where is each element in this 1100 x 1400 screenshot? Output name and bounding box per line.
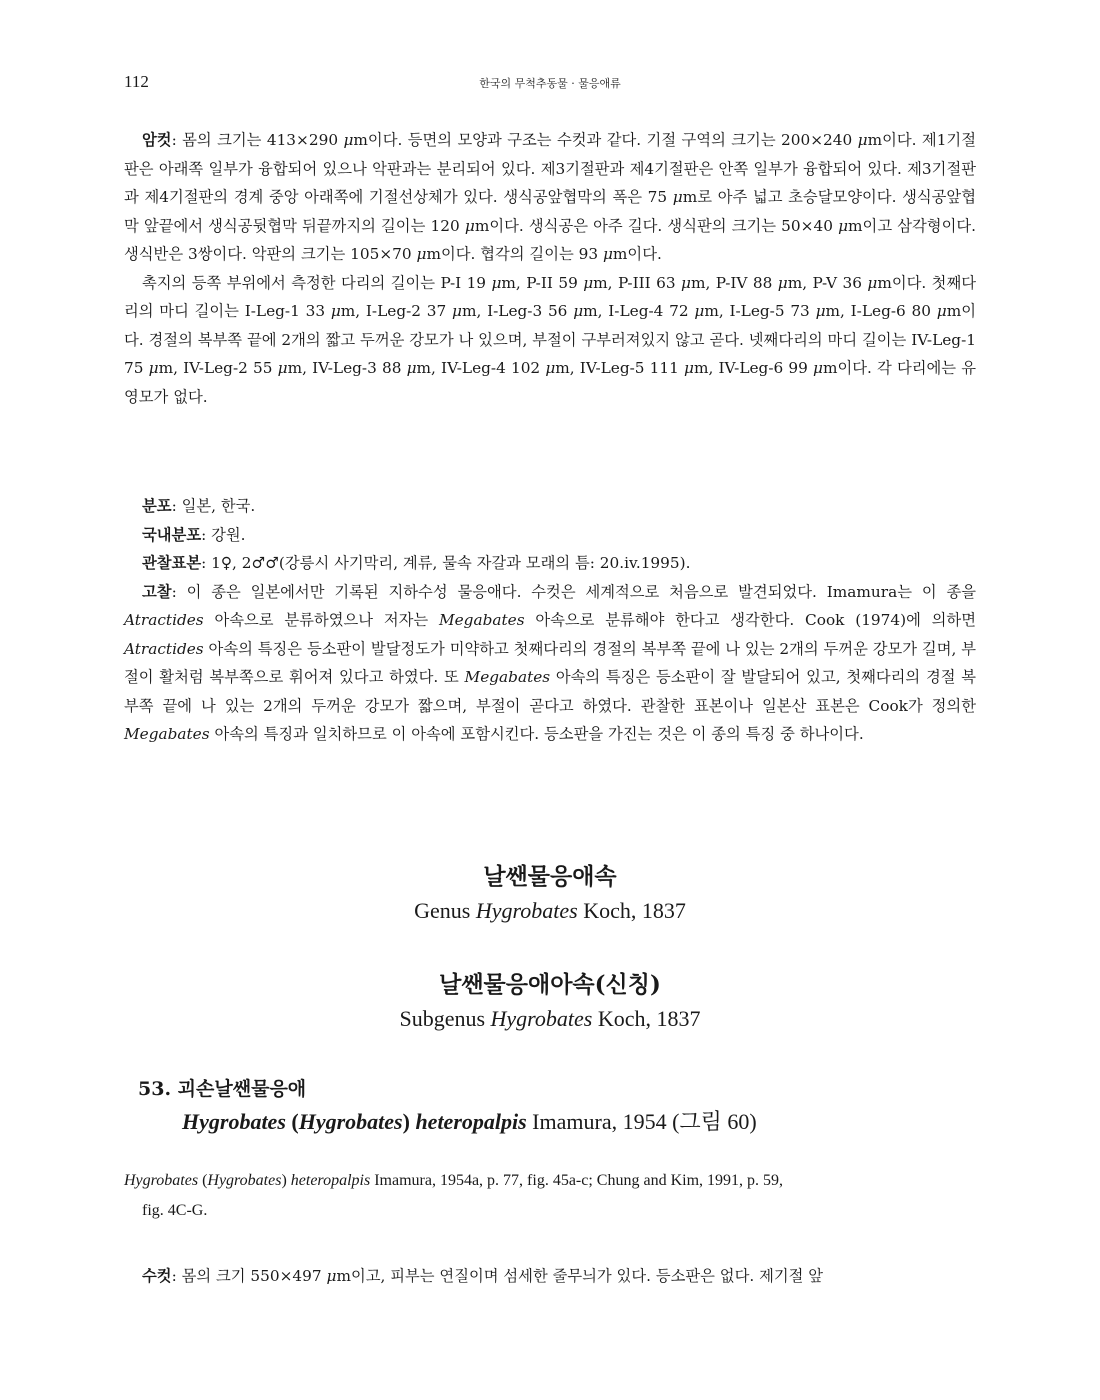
page-number: 112 xyxy=(124,72,149,91)
remarks: 고찰: 이 종은 일본에서만 기록된 지하수성 물응애다. 수컷은 세계적으로 처음으로 발견되었다. Imamura는 이 종을 Atractides 아속으로 분류하였으나 저자는 Megabates 아속으로 분류해야 한다고 생각한다. Cook (1974)에 의하면 Atractides 아속의 특징은 등소판이 발달정도가 미약하고 첫째다리의 경절의 복부쪽 끝에 나 있는 2개의 두꺼운 강모가 길며, 부절이 활처럼 복부쪽으로 휘어져 있다고 하였다. 또 Megabates 아속의 특징은 등소판이 잘 발달되어 있고, 첫째다리의 경절 복부쪽 끝에 나 있는 2개의 두꺼운 강모가 짧으며, 부절이 곧다고 하였다. 관찰한 표본이나 일본산 표본은 Cook가 정의한 Megabates 아속의 특징과 일치하므로 이 아속에 포함시킨다. 등소판을 가진는 것은 이 종의 특징 중 하나이다. xyxy=(124,582,977,743)
synonymy: Hygrobates (Hygrobates) heteropalpis Imamura, 1954a, p. 77, fig. 45a-c; Chung and Kim, 1991, p. 59, fig. 4C-G. xyxy=(124,1172,784,1219)
distribution: 분포: 일본, 한국. xyxy=(142,497,256,515)
examined-specimens: 관찰표본: 1♀, 2♂♂(강릉시 사기막리, 계류, 물속 자갈과 모래의 틈: 20.iv.1995). xyxy=(142,554,691,572)
male-label: 수컷 xyxy=(142,1267,172,1285)
running-title: 한국의 무척추동물 · 물응애류 xyxy=(479,77,621,90)
male-paragraph: 수컷: 몸의 크기 550×497 μm이고, 피부는 연질이며 섬세한 줄무늬가 있다. 등소판은 없다. 제기절 앞 xyxy=(142,1267,824,1285)
male-description xyxy=(124,1262,976,1291)
female-paragraph-1: 암컷: 몸의 크기는 413×290 μm이다. 등면의 모양과 구조는 수컷과 같다. 기절 구역의 크기는 200×240 μm이다. 제1기절판은 아래쪽 일부가 융합되어 있으나 악판과는 분리되어 있다. 제3기절판과 제4기절판은 안쪽 일부가 융합되어 있다. 제3기절판과 제4기절판의 경계 중앙 아래쪽에 기절선상체가 있다. 생식공앞협막의 폭은 75 μm로 아주 넓고 초승달모양이다. 생식공앞협막 앞끝에서 생식공뒷협막 뒤끝까지의 길이는 120 μm이다. 생식공은 아주 길다. 생식판의 크기는 50×40 μm이고 삼각형이다. 생식반은 3쌍이다. 악판의 크기는 105×70 μm이다. 협각의 길이는 93 μm이다. xyxy=(124,131,976,263)
species-notes xyxy=(124,492,976,749)
species-scientific-name: Hygrobates (Hygrobates) heteropalpis Imamura, 1954 (그림 60) xyxy=(182,1109,757,1134)
genus-scientific-title: Genus Hygrobates Koch, 1837 xyxy=(414,898,686,923)
female-paragraph-2: 촉지의 등쪽 부위에서 측정한 다리의 길이는 P-I 19 μm, P-II 59 μm, P-III 63 μm, P-IV 88 μm, P-V 36 μm이다. 첫째다리의 마디 길이는 I-Leg-1 33 μm, I-Leg-2 37 μm, I-Leg-3 56 μm, I-Leg-4 72 μm, I-Leg-5 73 μm, I-Leg-6 80 μm이다. 경절의 복부쪽 끝에 2개의 짧고 두꺼운 강모가 나 있으며, 부절이 구부러져있지 않고 곧다. 넷째다리의 마디 길이는 IV-Leg-1 75 μm, IV-Leg-2 55 μm, IV-Leg-3 88 μm, IV-Leg-4 102 μm, IV-Leg-5 111 μm, IV-Leg-6 99 μm이다. 각 다리에는 유영모가 없다. xyxy=(124,273,977,406)
subgenus-scientific-title: Subgenus Hygrobates Koch, 1837 xyxy=(399,1006,701,1031)
subgenus-korean-title: 날쌘물응애아속(신칭) xyxy=(439,971,661,998)
korea-distribution: 국내분포: 강원. xyxy=(142,525,246,544)
species-number-title: 53. 괴손날쌘물응애 xyxy=(138,1078,307,1100)
page-header xyxy=(124,72,976,94)
female-label: 암컷 xyxy=(142,131,172,149)
female-description xyxy=(124,126,976,411)
genus-korean-title: 날쌘물응애속 xyxy=(483,863,617,890)
species-heading xyxy=(138,1074,978,1136)
